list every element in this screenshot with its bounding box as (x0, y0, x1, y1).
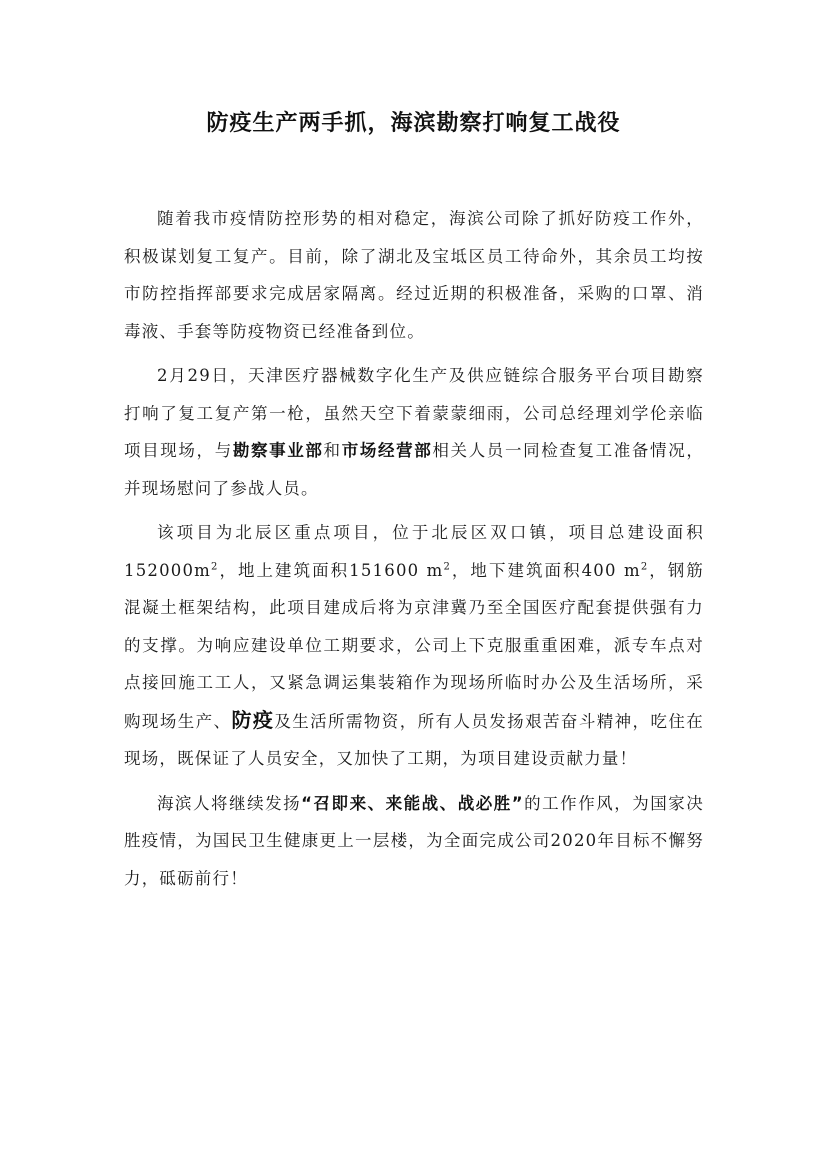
paragraph-1: 随着我市疫情防控形势的相对稳定，海滨公司除了抓好防疫工作外，积极谋划复工复产。目前，除了湖北及宝坻区员工待命外，其余员工均按市防控指挥部要求完成居家隔离。经过近期的积极准备，采购的口罩、消毒液、手套等防疫物资已经准备到位。 (124, 209, 704, 341)
paragraph-4-text-c: 的工作作风，为国家决胜疫情，为国民卫生健康更上一层楼，为全面完成公司2020年目标不懈努力，砥砺前行！ (124, 793, 705, 888)
survey-department-emphasis: 勘察事业部 (232, 441, 324, 460)
paragraph-3-text-b: ，地上建筑面积151600 m (218, 560, 444, 580)
article-title: 防疫生产两手抓，海滨勘察打响复工战役 (206, 111, 621, 136)
paragraph-3-text-f: 及生活所需物资，所有人员发扬艰苦奋斗精神，吃住在现场，既保证了人员安全，又加快了工期，为项目建设贡献力量！ (124, 711, 704, 768)
paragraph-3-text-d: ，钢筋混凝土框架结构，此项目建成后将为京津冀乃至全国医疗配套提供强有力的支撑。为响应建设单位工期要求，公司上下克服重重困难，派专车点对点接回施工工人，又紧急调运集装箱作为现场所临时办公及生活场所，采购现场生产、 (124, 560, 704, 731)
paragraph-2-text-a: 2月29日，天津医疗器械数字化生产及供应链综合服务平台项目勘察打响了复工复产第一枪，虽然天空下着蒙蒙细雨，公司总经理刘学伦亲临项目现场，与 (124, 366, 704, 460)
paragraph-2-text-e: 相关人员一同检查复工准备情况，并现场慰问了参战人员。 (124, 441, 705, 498)
superscript-2: 2 (640, 561, 649, 572)
paragraph-4-text-a: 海滨人将继续发扬 (157, 793, 302, 813)
paragraph-3-text-a: 该项目为北辰区重点项目，位于北辰区双口镇，项目总建设面积152000m (124, 523, 704, 580)
epidemic-prevention-emphasis: 防疫 (231, 707, 275, 732)
paragraph-3 (124, 514, 704, 778)
paragraph-4 (124, 785, 704, 898)
paragraph-2-text-c: 和 (323, 441, 342, 460)
market-department-emphasis: 市场经营部 (341, 441, 433, 460)
paragraph-2 (124, 357, 704, 507)
superscript-2: 2 (211, 561, 219, 572)
paragraph-3-text-c: ，地下建筑面积400 m (451, 560, 641, 580)
slogan-emphasis: “召即来、来能战、战必胜” (301, 793, 524, 813)
superscript-2: 2 (443, 561, 452, 572)
article-body (124, 200, 704, 904)
